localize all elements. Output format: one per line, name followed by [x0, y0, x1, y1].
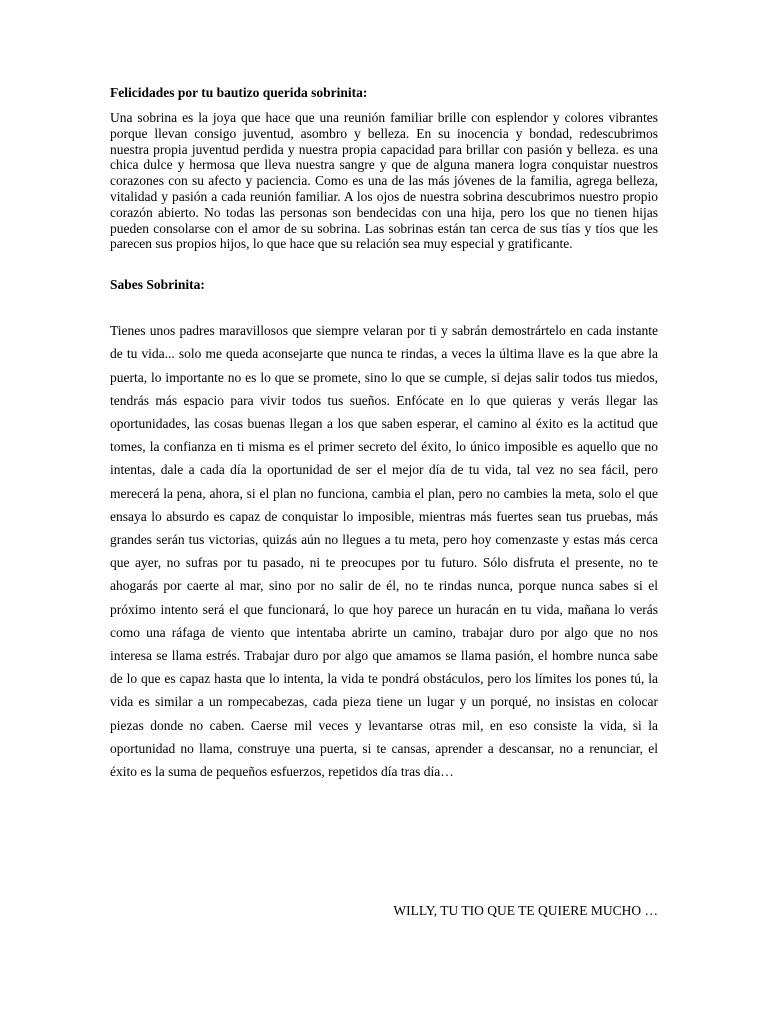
- advice-paragraph: Tienes unos padres maravillosos que siempre velaran por ti y sabrán demostrártelo en cada instante de tu vida... solo me queda aconsejarte que nunca te rindas, a veces la última llave es la que abre la puerta, lo importante no es lo que se promete, sino lo que se cumple, si dejas salir todos tus miedos, tendrás más espacio para vivir todos tus sueños. Enfócate en lo que quieras y verás llegar las oportunidades, las cosas buenas llegan a los que saben esperar, el camino al éxito es la actitud que tomes, la confianza en ti misma es el primer secreto del éxito, lo único imposible es aquello que no intentas, dale a cada día la oportunidad de ser el mejor día de tu vida, tal vez no sea fácil, pero merecerá la pena, ahora, si el plan no funciona, cambia el plan, pero no cambies la meta, solo el que ensaya lo absurdo es capaz de conquistar lo imposible, mientras más fuertes sean tus pruebas, más grandes serán tus victorias, quizás aún no llegues a tu meta, pero hoy comenzaste y estas más cerca que ayer, no sufras por tu pasado, ni te preocupes por tu futuro. Sólo disfruta el presente, no te ahogarás por caerte al mar, sino por no salir de él, no te rindas nunca, porque nunca sabes si el próximo intento será el que funcionará, lo que hoy parece un huracán en tu vida, mañana lo verás como una ráfaga de viento que intentaba abrirte un camino, trabajar duro por algo que no nos interesa se llama estrés. Trabajar duro por algo que amamos se llama pasión, el hombre nunca sabe de lo que es capaz hasta que lo intenta, la vida te pondrá obstáculos, pero los límites los pones tú, la vida es similar a un rompecabezas, cada pieza tiene un lugar y un porqué, no insistas en colocar piezas donde no caben. Caerse mil veces y levantarse otras mil, en eso consiste la vida, si la oportunidad no llama, construye una puerta, si te cansas, aprender a descansar, no a renunciar, el éxito es la suma de pequeños esfuerzos, repetidos día tras día…: [110, 323, 658, 780]
- intro-paragraph: Una sobrina es la joya que hace que una reunión familiar brille con esplendor y colores vibrantes porque llevan consigo juventud, asombro y belleza. En su inocencia y bondad, redescubrimos nuestra propia juventud perdida y nuestra propia capacidad para brillar con pasión y belleza. es una chica dulce y hermosa que lleva nuestra sangre y que de alguna manera logra conquistar nuestros corazones con su afecto y paciencia. Como es una de las más jóvenes de la familia, agrega belleza, vitalidad y pasión a cada reunión familiar. A los ojos de nuestra sobrina descubrimos nuestro propio corazón abierto. No todas las personas son bendecidas con una hija, pero los que no tienen hijas pueden consolarse con el amor de su sobrina. Las sobrinas están tan cerca de sus tías y tíos que les parecen sus propios hijos, lo que hace que su relación sea muy especial y gratificante.: [110, 110, 658, 252]
- greeting-heading: Felicidades por tu bautizo querida sobrinita:: [110, 85, 368, 100]
- letter-body: [110, 84, 658, 783]
- section-heading: Sabes Sobrinita:: [110, 277, 205, 293]
- signature: WILLY, TU TIO QUE TE QUIERE MUCHO …: [393, 903, 658, 918]
